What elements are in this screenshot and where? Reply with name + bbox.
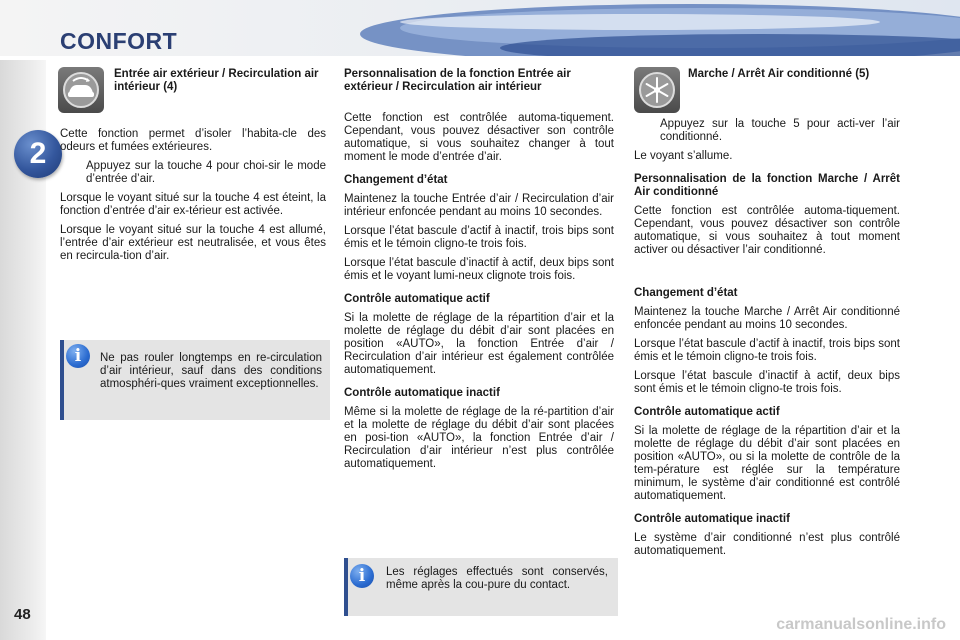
paragraph: Lorsque l’état bascule d’actif à inactif, trois bips sont émis et le témoin cligno-te trois fois. <box>634 338 900 363</box>
pointer-icon <box>634 118 660 144</box>
recirculation-car-icon <box>58 67 104 113</box>
paragraph: Si la molette de réglage de la répartition d’air et la molette de réglage du débit d’air sont placées en position «AUTO», la fonction Entrée d’air / Recirculation d’air intérieur est également contrôlée automatiquement. <box>344 312 614 376</box>
info-text: Ne pas rouler longtemps en re-circulation d’air intérieur, sauf dans des conditions atmosphéri-ques vraiment exceptionnelles. <box>100 352 322 390</box>
subheading: Personnalisation de la fonction Marche / Arrêt Air conditionné <box>634 173 900 198</box>
paragraph: Si la molette de réglage de la répartition d’air et la molette de réglage du débit d’air sont placées en position «AUTO», ou si la molette de contrôle de la tem-pérature est réglée sur la température minimum, le système d’air conditionné est contrôlé automatiquement. <box>634 425 900 502</box>
page-title: CONFORT <box>60 28 178 54</box>
ac-snowflake-icon <box>634 67 680 113</box>
info-text: Les réglages effectués sont conservés, même après la cou-pure du contact. <box>386 566 608 591</box>
bullet-text: Appuyez sur la touche 5 pour acti-ver l’air conditionné. <box>660 118 900 143</box>
paragraph: Cette fonction est contrôlée automa-tiquement. Cependant, vous pouvez désactiver son contrôle automatique, si vous souhaitez changer à tout moment le mode d’entrée d’air. <box>344 112 614 163</box>
paragraph: Lorsque l’état bascule d’inactif à actif, deux bips sont émis et le témoin cligno-te trois fois. <box>634 370 900 395</box>
section-title-personnalisation-recirculation: Personnalisation de la fonction Entrée air extérieur / Recirculation air intérieur <box>344 68 571 93</box>
column-1-body <box>60 128 326 269</box>
paragraph: Maintenez la touche Marche / Arrêt Air conditionné enfoncée pendant au moins 10 secondes. <box>634 306 900 331</box>
paragraph: Lorsque le voyant situé sur la touche 4 est allumé, l’entrée d’air extérieur est neutralisée, et vous êtes en recircula-tion d’air. <box>60 224 326 262</box>
bullet-text: Appuyez sur la touche 4 pour choi-sir le mode d’entrée d’air. <box>86 160 326 185</box>
section-title-recirculation: Entrée air extérieur / Recirculation air intérieur (4) <box>114 68 319 93</box>
bullet-item <box>60 160 326 186</box>
paragraph: Le système d’air conditionné n’est plus contrôlé automatiquement. <box>634 532 900 557</box>
paragraph: Lorsque l’état bascule d’actif à inactif, trois bips sont émis et le témoin cligno-te trois fois. <box>344 225 614 250</box>
paragraph: Même si la molette de réglage de la ré-partition d’air et la molette de réglage du débit d’air sont placées en posi-tion «AUTO», la fonction Entrée d’air / Recirculation d’air intérieur n’est plus contrôlée automatiquement. <box>344 406 614 470</box>
section-title-ac: Marche / Arrêt Air conditionné (5) <box>688 68 870 80</box>
paragraph: Maintenez la touche Entrée d’air / Recirculation d’air intérieur enfoncée pendant au moins 10 secondes. <box>344 193 614 218</box>
paragraph: Lorsque l’état bascule d’inactif à actif, deux bips sont émis et le voyant lumi-neux clignote trois fois. <box>344 257 614 282</box>
pointer-icon <box>60 160 86 186</box>
info-note-recirculation <box>60 340 330 420</box>
subheading: Changement d’état <box>634 287 738 299</box>
subheading: Changement d’état <box>344 174 448 186</box>
info-icon: i <box>350 564 374 588</box>
page-header <box>0 0 960 64</box>
subheading: Contrôle automatique actif <box>634 406 780 418</box>
subheading: Contrôle automatique inactif <box>344 387 500 399</box>
page-number: 48 <box>14 606 31 623</box>
paragraph: Cette fonction est contrôlée automa-tiquement. Cependant, vous pouvez désactiver son contrôle automatique, si vous souhaitez à tout moment activer ou désactiver l’air conditionné. <box>634 205 900 256</box>
chapter-number: 2 <box>29 137 47 170</box>
paragraph: Lorsque le voyant situé sur la touche 4 est éteint, la fonction d’entrée d’air ex-térieur est activée. <box>60 192 326 217</box>
watermark: carmanualsonline.info <box>776 616 946 633</box>
info-note-settings-kept <box>344 558 618 616</box>
paragraph: Cette fonction permet d’isoler l’habita-cle des odeurs et fumées extérieures. <box>60 128 326 153</box>
subheading: Contrôle automatique actif <box>344 293 490 305</box>
info-icon: i <box>66 344 90 368</box>
paragraph: Le voyant s’allume. <box>634 150 733 162</box>
subheading: Contrôle automatique inactif <box>634 513 790 525</box>
bullet-item <box>634 118 900 144</box>
column-2-body <box>344 112 614 477</box>
chapter-badge <box>14 130 62 178</box>
column-3-body <box>634 118 900 564</box>
